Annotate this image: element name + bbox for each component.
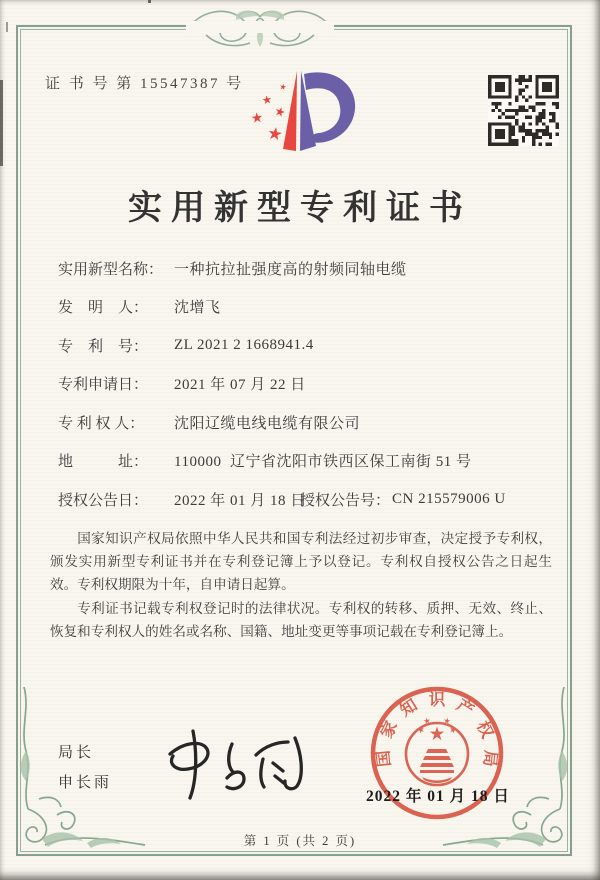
svg-text:局: 局 xyxy=(479,749,500,768)
field-value: 沈阳辽缆电线电缆有限公司 xyxy=(174,415,361,432)
field-row-address xyxy=(58,442,558,481)
field-value: 2022 年 01 月 18 日 xyxy=(174,492,306,509)
seal-date: 2022 年 01 月 18 日 xyxy=(366,788,510,805)
svg-text:识: 识 xyxy=(428,691,446,709)
field-label: 发 明 人： xyxy=(58,300,149,317)
svg-text:国: 国 xyxy=(374,749,395,768)
legal-paragraph-2: 专利证书记载专利权登记时的法律状况。专利权的转移、质押、无效、终止、恢复和专利权人的姓名或名称、国籍、地址变更等事项记载在专利登记簿上。 xyxy=(50,601,552,640)
svg-text:家: 家 xyxy=(377,718,402,742)
field-row-grant xyxy=(58,480,558,519)
legal-text xyxy=(50,528,552,646)
cnipa-logo-icon xyxy=(230,60,370,166)
signer-title: 局长 xyxy=(58,744,95,761)
field-row-filing-date xyxy=(58,365,558,404)
field-value: 一种抗拉扯强度高的射频同轴电缆 xyxy=(174,261,407,278)
signer-name: 申长雨 xyxy=(58,774,113,791)
svg-text:权: 权 xyxy=(472,718,497,742)
legal-paragraph-1: 国家知识产权局依照中华人民共和国专利法经过初步审查，决定授予专利权，颁发实用新型专利证书并在专利登记簿上予以登记。专利权自授权公告之日起生效。专利权期限为十年，自申请日起算。 xyxy=(50,531,552,592)
field-value: 2021 年 07 月 22 日 xyxy=(174,377,306,394)
scan-artifact xyxy=(0,80,3,166)
field-label: 专 利 号： xyxy=(58,338,149,355)
field-label: 实用新型名称： xyxy=(58,261,164,278)
handwritten-signature-icon xyxy=(156,718,326,810)
scan-artifact xyxy=(148,0,151,3)
top-flourish-ornament xyxy=(176,3,344,57)
field-label: 专 利 权 人： xyxy=(58,415,145,432)
field-value: CN 215579006 U xyxy=(392,490,506,507)
field-list xyxy=(58,249,558,519)
field-label: 专利申请日： xyxy=(58,377,149,394)
svg-text:产: 产 xyxy=(453,696,477,721)
svg-text:知: 知 xyxy=(397,696,421,721)
field-row-patent-no xyxy=(58,326,558,365)
signer-block xyxy=(58,738,112,798)
qr-code-pattern xyxy=(488,75,559,146)
field-label: 授权公告号： xyxy=(300,492,391,509)
qr-code xyxy=(488,75,559,146)
grant-number-group xyxy=(300,480,506,519)
field-value: ZL 2021 2 1668941.4 xyxy=(174,336,314,353)
certificate-title: 实用新型专利证书 xyxy=(128,190,472,227)
scan-artifact xyxy=(6,22,8,32)
field-value: 沈增飞 xyxy=(174,300,221,317)
certificate-number: 证 书 号 第 15547387 号 xyxy=(45,76,244,92)
field-row-patentee xyxy=(58,403,558,442)
ornament-backing xyxy=(186,21,334,33)
field-label: 授权公告日： xyxy=(58,492,149,509)
field-label: 地 址： xyxy=(58,454,149,471)
page-indicator: 第 1 页 (共 2 页) xyxy=(243,834,357,848)
field-row-name xyxy=(58,249,558,288)
field-row-inventor xyxy=(58,288,558,327)
field-value: 110000 辽宁省沈阳市铁西区保工南街 51 号 xyxy=(174,454,472,471)
